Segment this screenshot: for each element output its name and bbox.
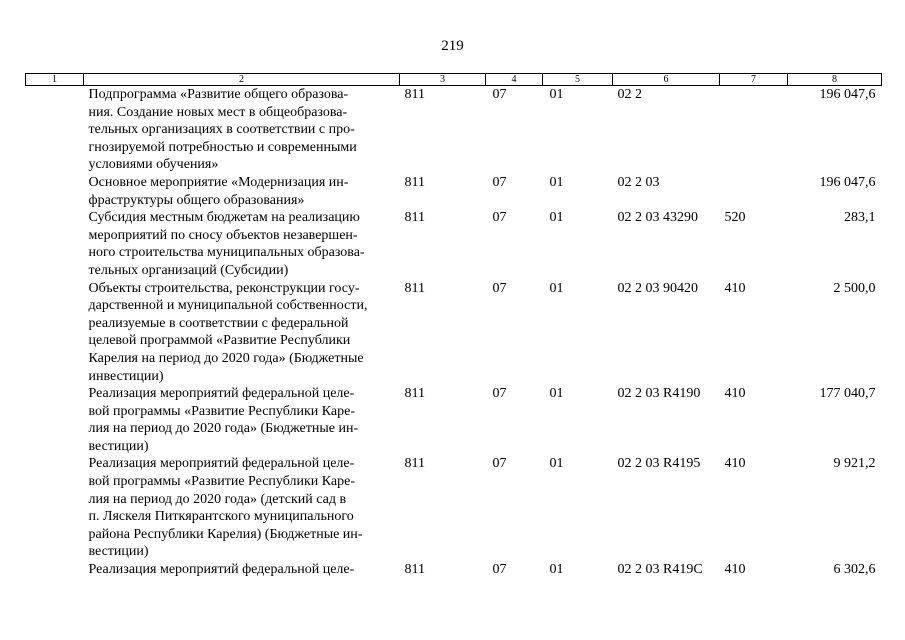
section-code: 07 bbox=[492, 174, 507, 190]
target-article-code: 02 2 03 bbox=[617, 174, 660, 190]
row-name: Реализация мероприятий федеральной целе- bbox=[88, 562, 355, 578]
expense-type-code bbox=[720, 174, 788, 209]
row-name: Подпрограмма «Развитие общего образова- ния. Создание новых мест в общеобразова- тельных организациях в соответствии с про- гнозируемой потребностью и современными условиями обучения» bbox=[88, 87, 357, 173]
subsection-code: 01 bbox=[549, 562, 564, 578]
ministry-code: 811 bbox=[404, 174, 425, 190]
table-row bbox=[26, 385, 882, 455]
expense-type-code: 410 bbox=[724, 456, 746, 472]
table-row bbox=[26, 86, 882, 174]
row-name: Субсидия местным бюджетам на реализацию мероприятий по сносу объектов незавершен- ного строительства муниципальных образова- тельных организаций (Субсидии) bbox=[88, 210, 365, 278]
target-article-code: 02 2 03 43290 bbox=[617, 210, 698, 226]
section-code: 07 bbox=[492, 210, 507, 226]
expense-type-code: 410 bbox=[724, 562, 746, 578]
expense-type-code: 410 bbox=[724, 280, 746, 296]
amount: 177 040,7 bbox=[819, 386, 876, 402]
page-number: 219 bbox=[441, 38, 464, 54]
subsection-code: 01 bbox=[549, 386, 564, 402]
column-header-2: 2 bbox=[84, 74, 400, 86]
row-name: Реализация мероприятий федеральной целе- вой программы «Развитие Республики Каре- лия на период до 2020 года» (Бюджетные ин- вестиции) bbox=[88, 386, 359, 454]
column-header-8: 8 bbox=[788, 74, 882, 86]
budget-table bbox=[25, 73, 882, 579]
target-article-code: 02 2 03 R4195 bbox=[617, 456, 701, 472]
section-code: 07 bbox=[492, 87, 507, 102]
subsection-code: 01 bbox=[549, 174, 564, 190]
table-row bbox=[26, 174, 882, 209]
target-article-code: 02 2 bbox=[617, 87, 642, 102]
table-row bbox=[26, 561, 882, 579]
amount: 6 302,6 bbox=[833, 562, 876, 578]
target-article-code: 02 2 03 R419С bbox=[617, 562, 703, 578]
ministry-code: 811 bbox=[404, 87, 425, 102]
column-header-1: 1 bbox=[26, 74, 84, 86]
row-name: Объекты строительства, реконструкции госу- дарственной и муниципальной собственности, реализуемые в соответствии с федеральной целевой программой «Развитие Республики Карелия на период до 2020 года» (Бюджетные инвестиции) bbox=[88, 280, 368, 384]
amount: 283,1 bbox=[844, 210, 876, 226]
amount: 196 047,6 bbox=[819, 174, 876, 190]
row-name: Основное мероприятие «Модернизация ин- фраструктуры общего образования» bbox=[88, 174, 349, 208]
target-article-code: 02 2 03 R4190 bbox=[617, 386, 701, 402]
expense-type-code bbox=[720, 86, 788, 174]
table-row bbox=[26, 209, 882, 279]
subsection-code: 01 bbox=[549, 456, 564, 472]
column-header-6: 6 bbox=[613, 74, 720, 86]
ministry-code: 811 bbox=[404, 210, 425, 226]
target-article-code: 02 2 03 90420 bbox=[617, 280, 698, 296]
column-header-4: 4 bbox=[486, 74, 543, 86]
table-row bbox=[26, 280, 882, 386]
expense-type-code: 410 bbox=[724, 386, 746, 402]
column-header-7: 7 bbox=[720, 74, 788, 86]
amount: 196 047,6 bbox=[819, 87, 876, 102]
subsection-code: 01 bbox=[549, 87, 564, 102]
section-code: 07 bbox=[492, 456, 507, 472]
section-code: 07 bbox=[492, 562, 507, 578]
amount: 2 500,0 bbox=[833, 280, 876, 296]
row-name: Реализация мероприятий федеральной целе- вой программы «Развитие Республики Каре- лия на период до 2020 года» (детский сад в п. Ляскеля Питкярантского муниципального района Республики Карелия) (Бюджетные ин- вестиции) bbox=[88, 456, 363, 560]
ministry-code: 811 bbox=[404, 280, 425, 296]
ministry-code: 811 bbox=[404, 562, 425, 578]
table-row bbox=[26, 455, 882, 561]
ministry-code: 811 bbox=[404, 456, 425, 472]
expense-type-code: 520 bbox=[724, 210, 746, 226]
subsection-code: 01 bbox=[549, 280, 564, 296]
amount: 9 921,2 bbox=[833, 456, 876, 472]
column-number-header bbox=[26, 74, 882, 86]
section-code: 07 bbox=[492, 386, 507, 402]
column-header-3: 3 bbox=[400, 74, 486, 86]
column-header-5: 5 bbox=[543, 74, 613, 86]
section-code: 07 bbox=[492, 280, 507, 296]
ministry-code: 811 bbox=[404, 386, 425, 402]
subsection-code: 01 bbox=[549, 210, 564, 226]
